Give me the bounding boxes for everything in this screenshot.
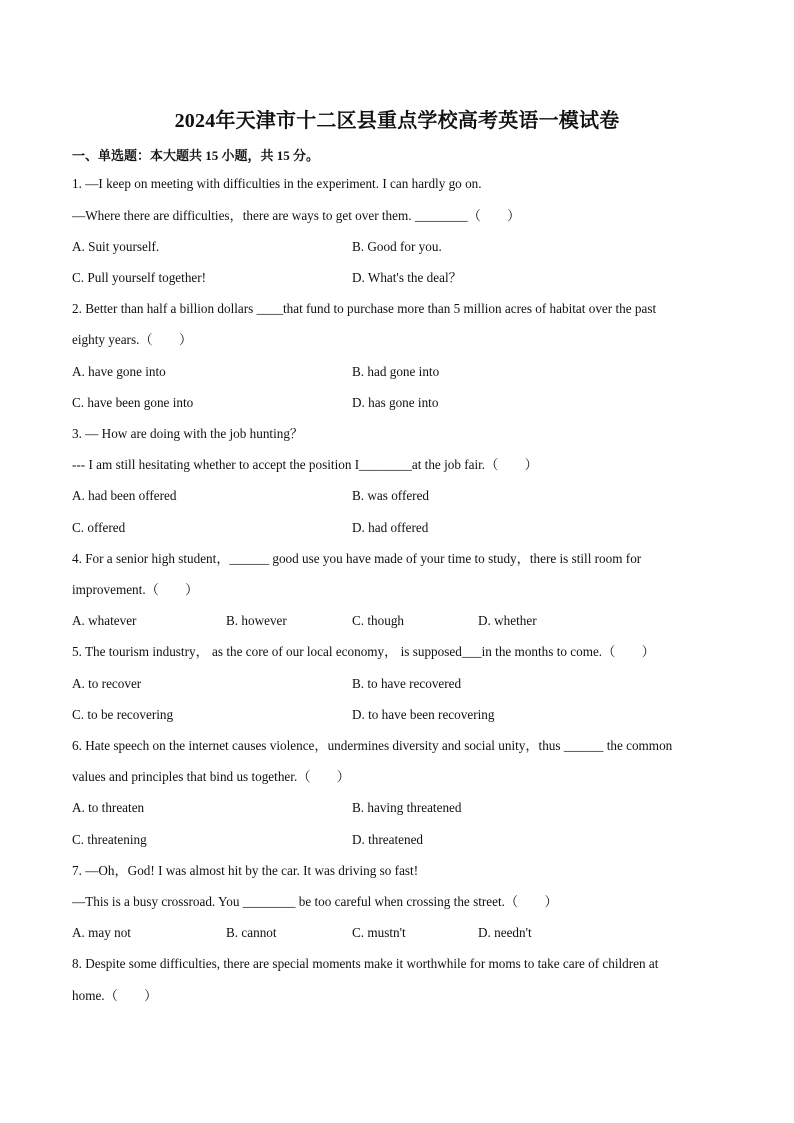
question-4-line-1: 4. For a senior high student，______ good use you have made of your time to study，there is still room for [72, 551, 642, 566]
question-1-option-a: A. Suit yourself. [72, 239, 160, 254]
question-3-option-d: D. had offered [352, 520, 429, 535]
question-6-line-1: 6. Hate speech on the internet causes violence，undermines diversity and social unity，thus ______ the common [72, 738, 673, 753]
question-2-option-c: C. have been gone into [72, 395, 194, 410]
section-heading: 一、单选题：本大题共 15 小题，共 15 分。 [72, 148, 320, 163]
question-1-option-d: D. What's the deal？ [352, 270, 462, 285]
question-7-line-1: 7. —Oh，God! I was almost hit by the car. It was driving so fast! [72, 863, 419, 878]
question-2-line-1: 2. Better than half a billion dollars ____that fund to purchase more than 5 million acres of habitat over the past [72, 301, 657, 316]
question-7-option-a: A. may not [72, 925, 131, 940]
question-1-option-c: C. Pull yourself together! [72, 270, 207, 285]
question-1-line-2: —Where there are difficulties，there are ways to get over them. ________（ ） [72, 208, 521, 223]
question-1-option-b: B. Good for you. [352, 239, 442, 254]
question-4-line-2: improvement.（ ） [72, 582, 199, 597]
question-5-option-b: B. to have recovered [352, 676, 462, 691]
question-6-line-2: values and principles that bind us together.（ ） [72, 769, 350, 784]
question-8-line-1: 8. Despite some difficulties, there are special moments make it worthwhile for moms to take care of children at [72, 956, 659, 971]
question-2-line-2: eighty years.（ ） [72, 332, 193, 347]
question-4-option-a: A. whatever [72, 613, 137, 628]
question-3-option-b: B. was offered [352, 488, 430, 503]
question-2-option-b: B. had gone into [352, 364, 440, 379]
question-8-line-2: home.（ ） [72, 988, 158, 1003]
question-5-option-d: D. to have been recovering [352, 707, 495, 722]
question-3-option-a: A. had been offered [72, 488, 177, 503]
question-4-option-d: D. whether [478, 613, 537, 628]
question-6-option-c: C. threatening [72, 832, 147, 847]
question-4-option-c: C. though [352, 613, 405, 628]
question-6-option-b: B. having threatened [352, 800, 462, 815]
question-3-line-2: --- I am still hesitating whether to accept the position I________at the job fair.（ ） [72, 457, 538, 472]
page-title: 2024年天津市十二区县重点学校高考英语一模试卷 [174, 110, 620, 132]
question-7-option-b: B. cannot [226, 925, 277, 940]
question-7-option-c: C. mustn't [352, 925, 406, 940]
question-7-line-2: —This is a busy crossroad. You ________ be too careful when crossing the street.（ ） [72, 894, 558, 909]
question-6-option-d: D. threatened [352, 832, 424, 847]
question-4-option-b: B. however [226, 613, 287, 628]
question-3-option-c: C. offered [72, 520, 126, 535]
question-5-line-1: 5. The tourism industry， as the core of our local economy， is supposed___in the months to come.（ ） [72, 644, 655, 659]
question-2-option-a: A. have gone into [72, 364, 166, 379]
question-5-option-c: C. to be recovering [72, 707, 174, 722]
question-1-line-1: 1. —I keep on meeting with difficulties in the experiment. I can hardly go on. [72, 176, 482, 191]
question-6-option-a: A. to threaten [72, 800, 145, 815]
question-3-line-1: 3. — How are doing with the job hunting？ [72, 426, 304, 441]
question-2-option-d: D. has gone into [352, 395, 439, 410]
question-7-option-d: D. needn't [478, 925, 532, 940]
question-5-option-a: A. to recover [72, 676, 142, 691]
